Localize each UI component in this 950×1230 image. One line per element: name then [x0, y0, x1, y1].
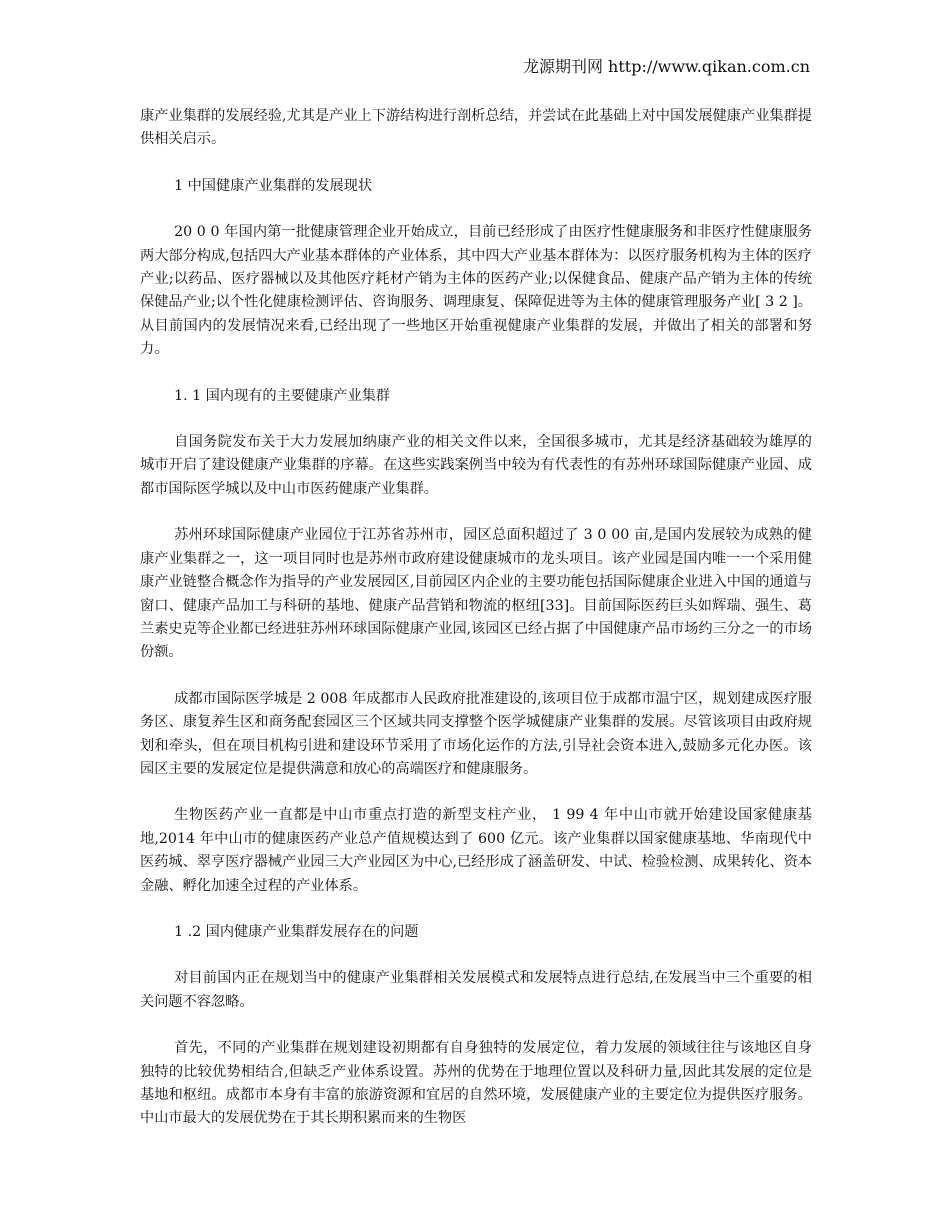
paragraph: 首先，不同的产业集群在规划建设初期都有自身独特的发展定位，着力发展的领域往往与该地区自身独特的比较优势相结合,但缺乏产业体系设置。苏州的优势在于地理位置以及科研力量,因此其发展的定位是基地和枢纽。成都市本身有丰富的旅游资源和宜居的自然环境，发展健康产业的主要定位为提供医疗服务。中山市最大的发展优势在于其长期积累而来的生物医	[140, 1040, 812, 1127]
paragraph: 对目前国内正在规划当中的健康产业集群相关发展模式和发展特点进行总结,在发展当中三个重要的相关问题不容忽略。	[140, 970, 812, 1010]
paragraph: 成都市国际医学城是 2 008 年成都市人民政府批准建设的,该项目位于成都市温宁区，规划建成医疗服务区、康复养生区和商务配套园区三个区域共同支撑整个医学城健康产业集群的发展。尽管该项目由政府规划和牵头，但在项目机构引进和建设环节采用了市场化运作的方法,引导社会资本进入,鼓励多元化办医。该园区主要的发展定位是提供满意和放心的高端医疗和健康服务。	[140, 690, 812, 777]
subsection-heading-1-1: 1. 1 国内现有的主要健康产业集群	[174, 387, 391, 404]
page-header: 龙源期刊网 http://www.qikan.com.cn	[522, 57, 810, 76]
paragraph: 20 0 0 年国内第一批健康管理企业开始成立，目前已经形成了由医疗性健康服务和非医疗性健康服务两大部分构成,包括四大产业基本群体的产业体系，其中四大产业基本群体为：以医疗服务机构为主体的医疗产业;以药品、医疗器械以及其他医疗耗材产销为主体的医药产业;以保健食品、健康产品产销为主体的传统保健品产业;以个性化健康检测评估、咨询服务、调理康复、保障促进等为主体的健康管理服务产业[ 3 2 ]。从目前国内的发展情况来看,已经出现了一些地区开始重视健康产业集群的发展，并做出了相关的部署和努力。	[140, 224, 812, 358]
section-heading-1: 1 中国健康产业集群的发展现状	[174, 177, 373, 194]
paragraph: 苏州环球国际健康产业园位于江苏省苏州市，园区总面积超过了 3 0 00 亩,是国内发展较为成熟的健康产业集群之一，这一项目同时也是苏州市政府建设健康城市的龙头项目。该产业园是国内唯一一个采用健康产业链整合概念作为指导的产业发展园区,目前园区内企业的主要功能包括国际健康企业进入中国的通道与窗口、健康产品加工与科研的基地、健康产品营销和物流的枢纽[33]。目前国际医药巨头如辉瑞、强生、葛兰素史克等企业都已经进驻苏州环球国际健康产业园,该园区已经占据了中国健康产品市场约三分之一的市场份额。	[140, 527, 812, 661]
paragraph: 生物医药产业一直都是中山市重点打造的新型支柱产业， 1 99 4 年中山市就开始建设国家健康基地,2014 年中山市的健康医药产业总产值规模达到了 600 亿元。该产业集群以国家健康基地、华南现代中医药城、翠亨医疗器械产业园三大产业园区为中心,已经形成了涵盖研发、中试、检验检测、成果转化、资本金融、孵化加速全过程的产业体系。	[140, 807, 812, 894]
subsection-heading-1-2: 1 .2 国内健康产业集群发展存在的问题	[174, 923, 419, 940]
article-body	[140, 105, 812, 1154]
paragraph-continuation: 康产业集群的发展经验,尤其是产业上下游结构进行剖析总结，并尝试在此基础上对中国发展健康产业集群提供相关启示。	[140, 108, 812, 148]
paragraph: 自国务院发布关于大力发展加纳康产业的相关文件以来，全国很多城市，尤其是经济基础较为雄厚的城市开启了建设健康产业集群的序幕。在这些实践案例当中较为有代表性的有苏州环球国际健康产业园、成都市国际医学城以及中山市医药健康产业集群。	[140, 434, 812, 497]
